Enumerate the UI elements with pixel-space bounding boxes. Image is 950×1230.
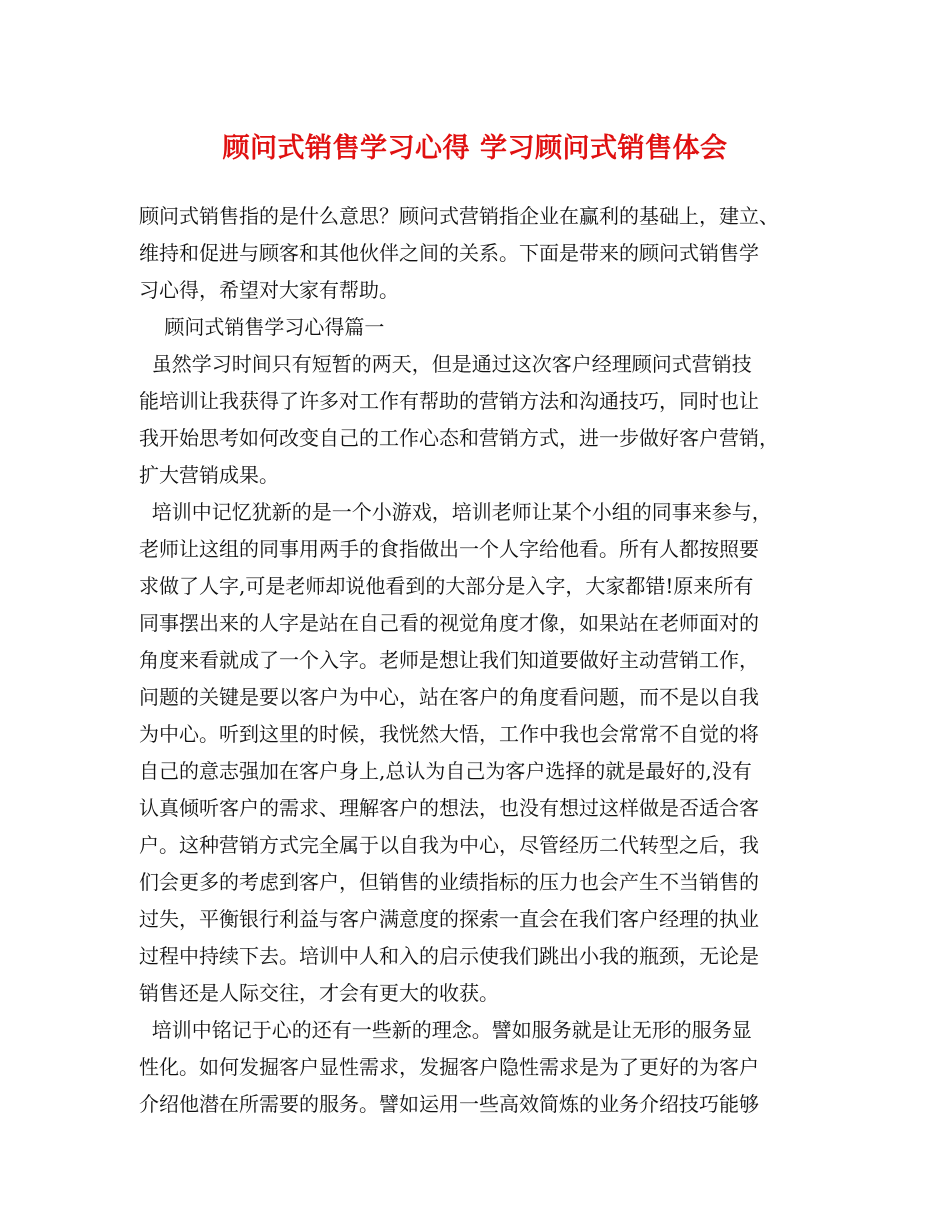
text-line: 我开始思考如何改变自己的工作心态和营销方式，进一步做好客户营销， — [139, 426, 779, 450]
text-line: 老师让这组的同事用两手的食指做出一个人字给他看。所有人都按照要 — [139, 537, 759, 561]
document-body — [139, 198, 829, 1123]
text-line: 过失，平衡银行利益与客户满意度的探索一直会在我们客户经理的执业 — [139, 907, 759, 931]
text-line: 认真倾听客户的需求、理解客户的想法，也没有想过这样做是否适合客 — [139, 796, 759, 820]
text-line: 们会更多的考虑到客户，但销售的业绩指标的压力也会产生不当销售的 — [139, 870, 759, 894]
text-line: 培训中记忆犹新的是一个小游戏，培训老师让某个小组的同事来参与， — [139, 500, 772, 524]
text-line: 求做了人字,可是老师却说他看到的大部分是入字，大家都错!原来所有 — [139, 574, 754, 598]
text-line: 同事摆出来的人字是站在自己看的视觉角度才像，如果站在老师面对的 — [139, 611, 759, 635]
text-line: 过程中持续下去。培训中人和入的启示使我们跳出小我的瓶颈，无论是 — [139, 944, 759, 968]
text-line: 维持和促进与顾客和其他伙伴之间的关系。下面是带来的顾问式销售学 — [139, 241, 759, 265]
text-line: 培训中铭记于心的还有一些新的理念。譬如服务就是让无形的服务显 — [139, 1018, 752, 1042]
text-line: 能培训让我获得了许多对工作有帮助的营销方法和沟通技巧，同时也让 — [139, 389, 759, 413]
text-line: 虽然学习时间只有短暂的两天，但是通过这次客户经理顾问式营销技 — [139, 352, 752, 376]
text-line: 为中心。听到这里的时候，我恍然大悟，工作中我也会常常不自觉的将 — [139, 722, 759, 746]
text-line: 介绍他潜在所需要的服务。譬如运用一些高效简炼的业务介绍技巧能够 — [139, 1092, 759, 1116]
text-line: 顾问式销售指的是什么意思？顾问式营销指企业在赢利的基础上，建立、 — [139, 204, 779, 228]
text-line: 扩大营销成果。 — [139, 463, 279, 487]
text-line: 户。这种营销方式完全属于以自我为中心，尽管经历二代转型之后，我 — [139, 833, 759, 857]
text-line: 性化。如何发掘客户显性需求，发掘客户隐性需求是为了更好的为客户 — [139, 1055, 759, 1079]
text-line: 角度来看就成了一个入字。老师是想让我们知道要做好主动营销工作， — [139, 648, 759, 672]
text-line: 习心得，希望对大家有帮助。 — [139, 278, 399, 302]
section-heading: 顾问式销售学习心得篇一 — [139, 315, 385, 339]
text-line: 销售还是人际交往，才会有更大的收获。 — [139, 981, 499, 1005]
document-title: 顾问式销售学习心得 学习顾问式销售体会 — [222, 133, 728, 164]
text-line: 问题的关键是要以客户为中心，站在客户的角度看问题，而不是以自我 — [139, 685, 759, 709]
text-line: 自己的意志强加在客户身上,总认为自己为客户选择的就是最好的,没有 — [139, 759, 752, 783]
